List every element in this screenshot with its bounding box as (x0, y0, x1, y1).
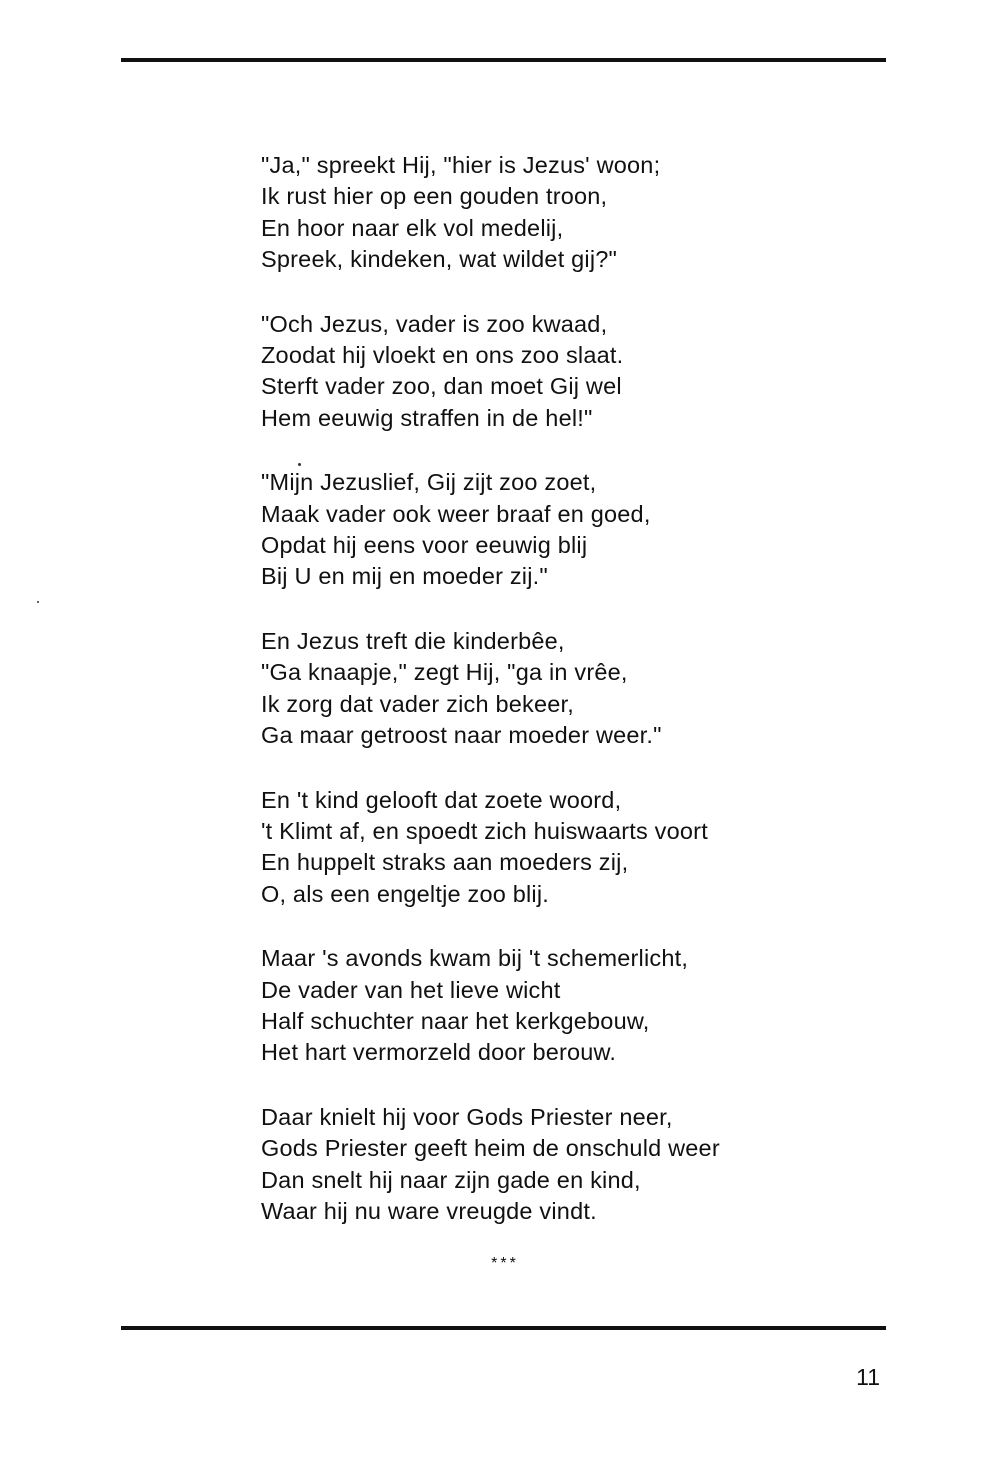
stanza (261, 785, 881, 911)
poem-line: Spreek, kindeken, wat wildet gij?" (261, 246, 618, 273)
poem-line: Maar 's avonds kwam bij 't schemerlicht, (261, 945, 689, 972)
poem-line: En hoor naar elk vol medelij, (261, 214, 564, 241)
poem-line: Ik rust hier op een gouden troon, (261, 183, 608, 210)
poem-line: "Och Jezus, vader is zoo kwaad, (261, 310, 608, 337)
stanza (261, 150, 881, 276)
poem-line: Ik zorg dat vader zich bekeer, (261, 690, 574, 717)
stanza (261, 1102, 881, 1228)
poem-line: "Ja," spreekt Hij, "hier is Jezus' woon; (261, 152, 661, 178)
poem-line: Ga maar getroost naar moeder weer." (261, 722, 662, 749)
poem-line: En huppelt straks aan moeders zij, (261, 849, 629, 876)
poem-line: Hem eeuwig straffen in de hel!" (261, 404, 593, 431)
poem-line: Sterft vader zoo, dan moet Gij wel (261, 373, 622, 400)
stanza (261, 626, 881, 752)
top-rule (121, 58, 886, 62)
stanza (261, 309, 881, 435)
poem-line: Bij U en mij en moeder zij." (261, 563, 548, 590)
poem-line: Zoodat hij vloekt en ons zoo slaat. (261, 342, 624, 369)
poem-line: "Mijn Jezuslief, Gij zijt zoo zoet, (261, 469, 597, 496)
poem-line: Daar knielt hij voor Gods Priester neer, (261, 1103, 673, 1130)
poem-line: En 't kind gelooft dat zoete woord, (261, 786, 622, 813)
poem-line: Het hart vermorzeld door berouw. (261, 1039, 617, 1066)
poem (261, 150, 881, 1260)
print-speck (298, 463, 301, 466)
poem-line: "Ga knaapje," zegt Hij, "ga in vrêe, (261, 659, 628, 686)
poem-line: 't Klimt af, en spoedt zich huiswaarts voort (261, 817, 708, 844)
poem-line: Gods Priester geeft heim de onschuld weer (261, 1135, 720, 1162)
poem-line: Waar hij nu ware vreugde vindt. (261, 1197, 597, 1224)
poem-line: En Jezus treft die kinderbêe, (261, 627, 565, 654)
poem-line: O, als een engeltje zoo blij. (261, 880, 549, 907)
section-separator: *** (491, 1255, 519, 1272)
page-number: 11 (856, 1364, 880, 1390)
print-speck (37, 601, 39, 603)
stanza (261, 943, 881, 1069)
poem-line: Dan snelt hij naar zijn gade en kind, (261, 1166, 641, 1193)
poem-line: Maak vader ook weer braaf en goed, (261, 500, 651, 527)
poem-line: De vader van het lieve wicht (261, 976, 561, 1003)
stanza (261, 467, 881, 593)
bottom-rule (121, 1326, 886, 1330)
poem-line: Opdat hij eens voor eeuwig blij (261, 532, 588, 559)
poem-line: Half schuchter naar het kerkgebouw, (261, 1007, 650, 1034)
